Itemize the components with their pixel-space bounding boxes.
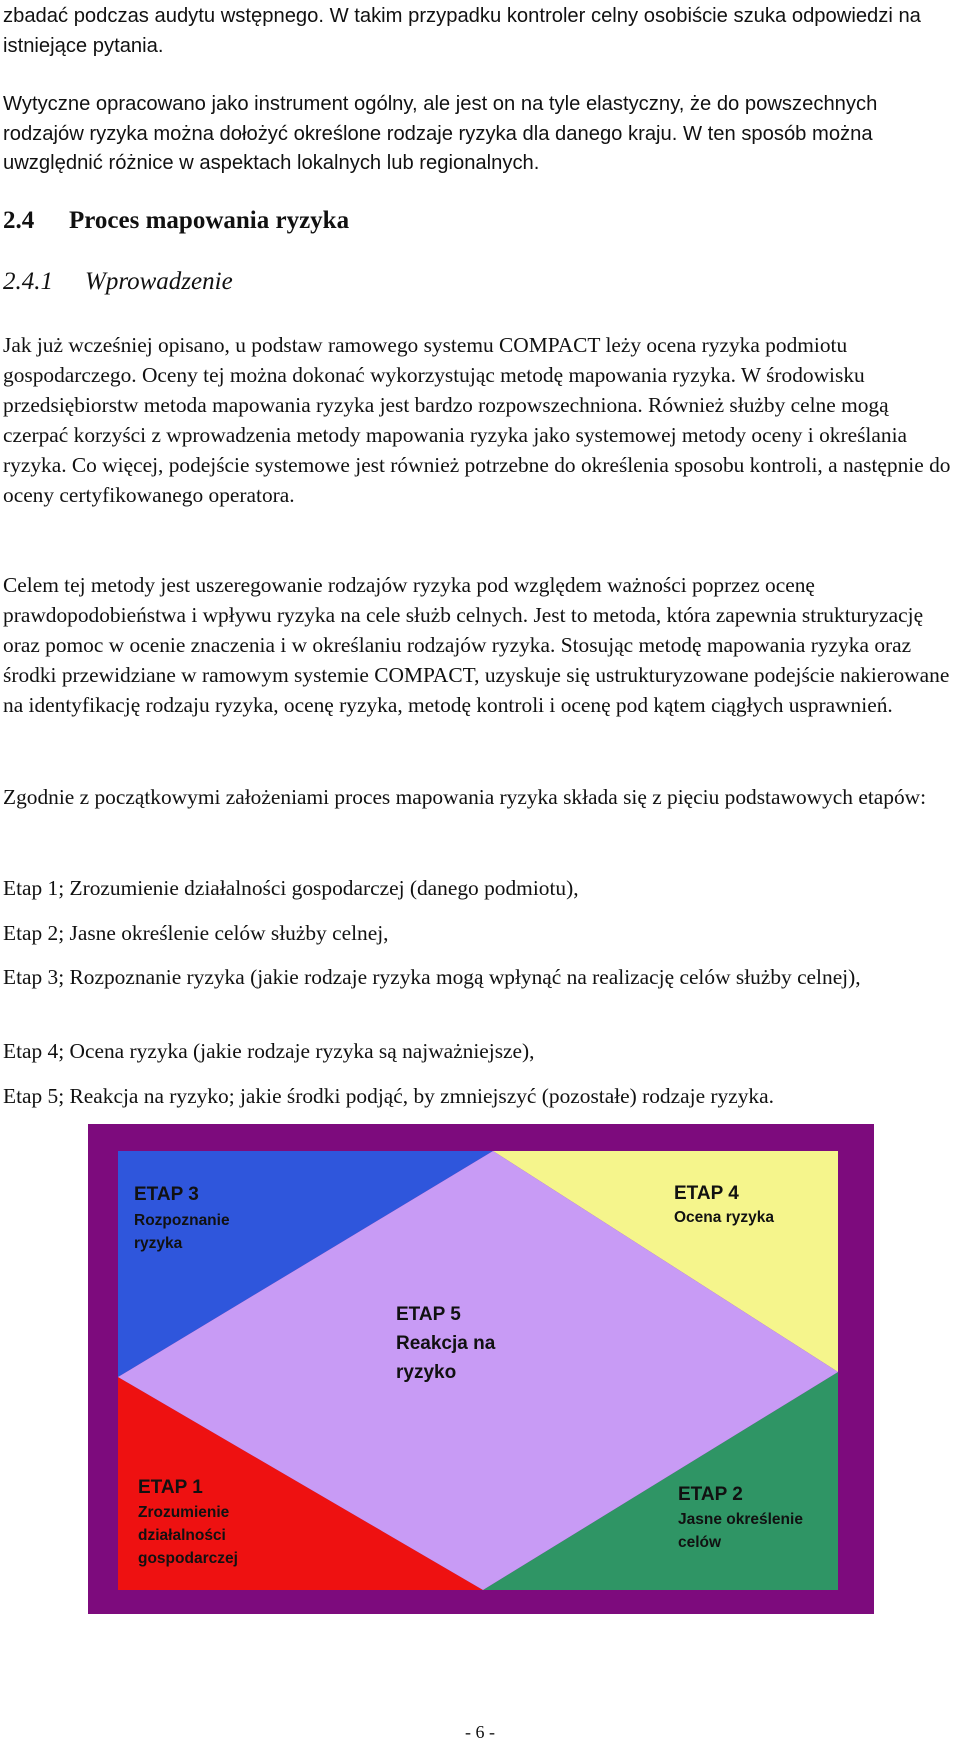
subsection-title: Wprowadzenie [85,268,233,295]
etap2-line-2: celów [678,1534,722,1551]
etap1-line-1: Zrozumienie [138,1504,230,1521]
etap4-title: ETAP 4 [674,1183,739,1204]
etap5-line-1: Reakcja na [396,1333,496,1354]
etap1-title: ETAP 1 [138,1477,203,1498]
stage-item-3: Etap 3; Rozpoznanie ryzyka (jakie rodzaje ryzyka mogą wpłynąć na realizację celów służby celnej), [3,965,861,989]
stage-item-1: Etap 1; Zrozumienie działalności gospodarczej (danego podmiotu), [3,876,579,900]
page-number: - 6 - [465,1722,495,1742]
etap5-title: ETAP 5 [396,1304,461,1325]
section-number: 2.4 [3,207,35,234]
etap2-line-1: Jasne określenie [678,1511,803,1528]
paragraph-compact-intro: Jak już wcześniej opisano, u podstaw ramowego systemu COMPACT leży ocena ryzyka podmiotu gospodarczego. Oceny tej można dokonać wykorzystując metodę mapowania ryzyka. W środowisku przedsiębiorstw metoda mapowania ryzyka jest bardzo rozpowszechniona. Również służby celne mogą czerpać korzyści z wprowadzenia metody mapowania ryzyka jako systemowej metody oceny i określania ryzyka. Co więcej, podejście systemowe jest również potrzebne do określenia sposobu kontroli, a następnie do oceny certyfikowanego operatora. [3,333,951,507]
etap5-line-2: ryzyko [396,1362,457,1383]
etap4-line-1: Ocena ryzyka [674,1209,774,1226]
subsection-heading-2-4-1 [3,268,233,296]
stage-item-5: Etap 5; Reakcja na ryzyko; jakie środki podjąć, by zmniejszyć (pozostałe) rodzaje ryzyka. [3,1084,774,1108]
etap3-line-2: ryzyka [134,1235,183,1252]
section-heading-2-4 [3,207,349,235]
etap2-title: ETAP 2 [678,1484,743,1505]
paragraph-guidelines: Wytyczne opracowano jako instrument ogólny, ale jest on na tyle elastyczny, że do powszechnych rodzajów ryzyka można dołożyć określone rodzaje ryzyka dla danego kraju. W ten sposób można uwzględnić różnice w aspektach lokalnych lub regionalnych. [3,93,878,174]
subsection-number: 2.4.1 [3,268,53,295]
etap1-line-3: gospodarczej [138,1550,238,1567]
paragraph-stages-intro: Zgodnie z początkowymi założeniami proces mapowania ryzyka składa się z pięciu podstawowych etapów: [3,785,927,809]
paragraph-intro-continuation: zbadać podczas audytu wstępnego. W takim przypadku kontroler celny osobiście szuka odpowiedzi na istniejące pytania. [3,5,921,57]
risk-mapping-diagram [88,1124,874,1614]
etap3-line-1: Rozpoznanie [134,1212,230,1229]
stage-item-2: Etap 2; Jasne określenie celów służby celnej, [3,921,389,945]
section-title: Proces mapowania ryzyka [69,207,350,234]
etap1-line-2: działalności [138,1527,226,1544]
stage-item-4: Etap 4; Ocena ryzyka (jakie rodzaje ryzyka są najważniejsze), [3,1039,535,1063]
paragraph-method-goal: Celem tej metody jest uszeregowanie rodzajów ryzyka pod względem ważności poprzez ocenę prawdopodobieństwa i wpływu ryzyka na cele służb celnych. Jest to metoda, która zapewnia strukturyzację oraz pomoc w ocenie znaczenia i w określaniu rodzajów ryzyka. Stosując metodę mapowania ryzyka oraz środki przewidziane w ramowym systemie COMPACT, uzyskuje się ustrukturyzowane podejście nakierowane na identyfikację rodzaju ryzyka, ocenę ryzyka, metodę kontroli i ocenę pod kątem ciągłych usprawnień. [3,573,950,717]
etap3-title: ETAP 3 [134,1184,199,1205]
